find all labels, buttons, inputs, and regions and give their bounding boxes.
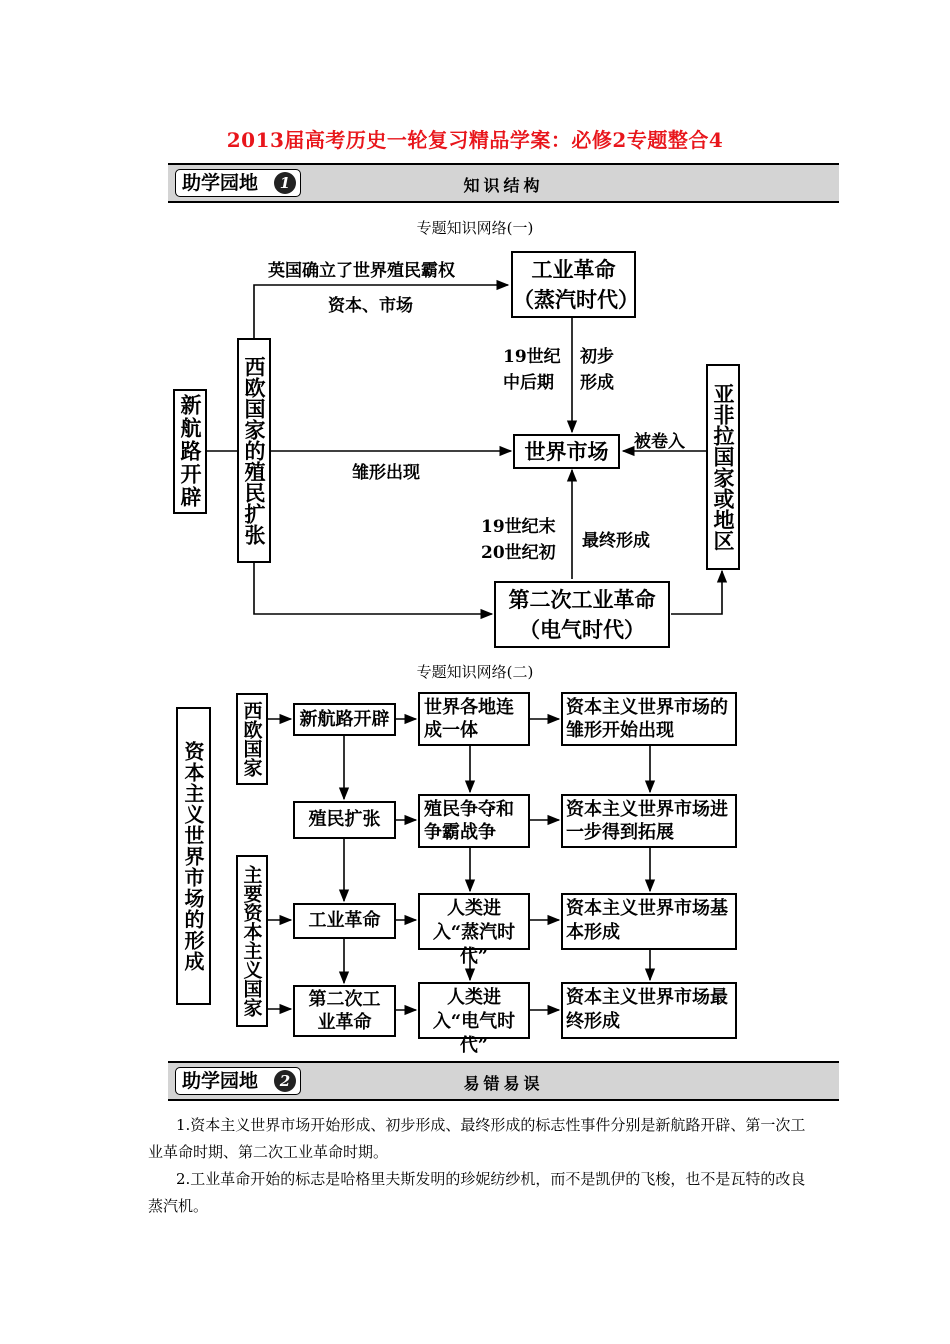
note-1: 1.资本主义世界市场开始形成、初步形成、最终形成的标志性事件分别是新航路开辟、第一次工业革命时期、第二次工业革命时期。 <box>148 1116 806 1161</box>
document-title: 2013届高考历史一轮复习精品学案：必修2专题整合4 <box>226 128 724 152</box>
box-world-market: 世界市场 <box>513 434 620 469</box>
col3-basic: 资本主义世界市场基本形成 <box>561 893 737 950</box>
badge-text: 助学园地 <box>182 1070 259 1092</box>
label-19th-end <box>481 514 556 566</box>
arrow-ir2-asia <box>671 571 722 614</box>
note-2: 2.工业革命开始的标志是哈格里夫斯发明的珍妮纺纱机，而不是凯伊的飞梭，也不是瓦特的改良蒸汽机。 <box>148 1170 806 1215</box>
ir1-line2: （蒸汽时代） <box>513 287 639 312</box>
box-industrial-revolution-1 <box>511 251 639 318</box>
label-final-formation: 最终形成 <box>582 531 650 551</box>
label-initial-2: 形成 <box>580 373 614 393</box>
badge-number: 2 <box>274 1070 296 1092</box>
section-banner-errors <box>168 1061 839 1101</box>
box-new-route: 新航路开辟 <box>173 389 207 514</box>
box-west-europe: 西欧国家 <box>236 693 268 785</box>
label-embryo: 雏形出现 <box>352 463 420 483</box>
col1-industrial-revolution: 工业革命 <box>293 903 396 939</box>
ir2-line1: 第二次工业革命 <box>508 587 656 612</box>
ir1-line1: 工业革命 <box>531 257 616 282</box>
label-19th-mid-1: 19世纪 <box>503 347 561 367</box>
col3-final: 资本主义世界市场最终形成 <box>561 982 737 1039</box>
col1-new-route: 新航路开辟 <box>293 703 396 736</box>
network2-caption: 专题知识网络(二) <box>416 663 534 681</box>
col1-second-industrial: 第二次工业革命 <box>293 985 396 1037</box>
col2-electric-age: 人类进入“电气时代” <box>418 982 530 1039</box>
badge-number: 1 <box>274 172 296 194</box>
label-initial-formation <box>580 344 614 396</box>
label-19th-end-2: 20世纪初 <box>481 543 556 563</box>
col3-embryo: 资本主义世界市场的雏形开始出现 <box>561 692 737 746</box>
network1-caption: 专题知识网络(一) <box>416 219 534 237</box>
label-british-hegemony: 英国确立了世界殖民霸权 <box>268 261 455 281</box>
box-colonial-expansion: 西欧国家的殖民扩张 <box>237 338 271 563</box>
box-capitalist-world-market: 资本主义世界市场的形成 <box>176 707 211 1005</box>
section-label: 易错易误 <box>463 1074 544 1093</box>
section-label: 知识结构 <box>463 176 544 195</box>
col2-world-connected: 世界各地连成一体 <box>418 692 530 746</box>
box-major-capitalist: 主要资本主义国家 <box>236 855 268 1027</box>
box-asia-africa-latin: 亚非拉国家或地区 <box>706 364 740 570</box>
arrow-colonial-ir2 <box>254 562 492 614</box>
label-19th-end-1: 19世纪末 <box>481 517 556 537</box>
col1-colonial: 殖民扩张 <box>293 801 396 839</box>
box-industrial-revolution-2 <box>494 581 670 648</box>
col2-steam-age: 人类进入“蒸汽时代” <box>418 893 530 950</box>
label-19th-mid-2: 中后期 <box>503 373 554 393</box>
ir2-line2: （电气时代） <box>519 617 645 642</box>
badge-text: 助学园地 <box>182 172 259 194</box>
label-involved: 被卷入 <box>634 432 685 452</box>
label-capital-market: 资本、市场 <box>328 296 413 316</box>
label-19th-mid <box>503 344 561 396</box>
col3-expanded: 资本主义世界市场进一步得到拓展 <box>561 794 737 848</box>
label-initial-1: 初步 <box>580 347 614 367</box>
col2-colonial-war: 殖民争夺和争霸战争 <box>418 794 530 848</box>
